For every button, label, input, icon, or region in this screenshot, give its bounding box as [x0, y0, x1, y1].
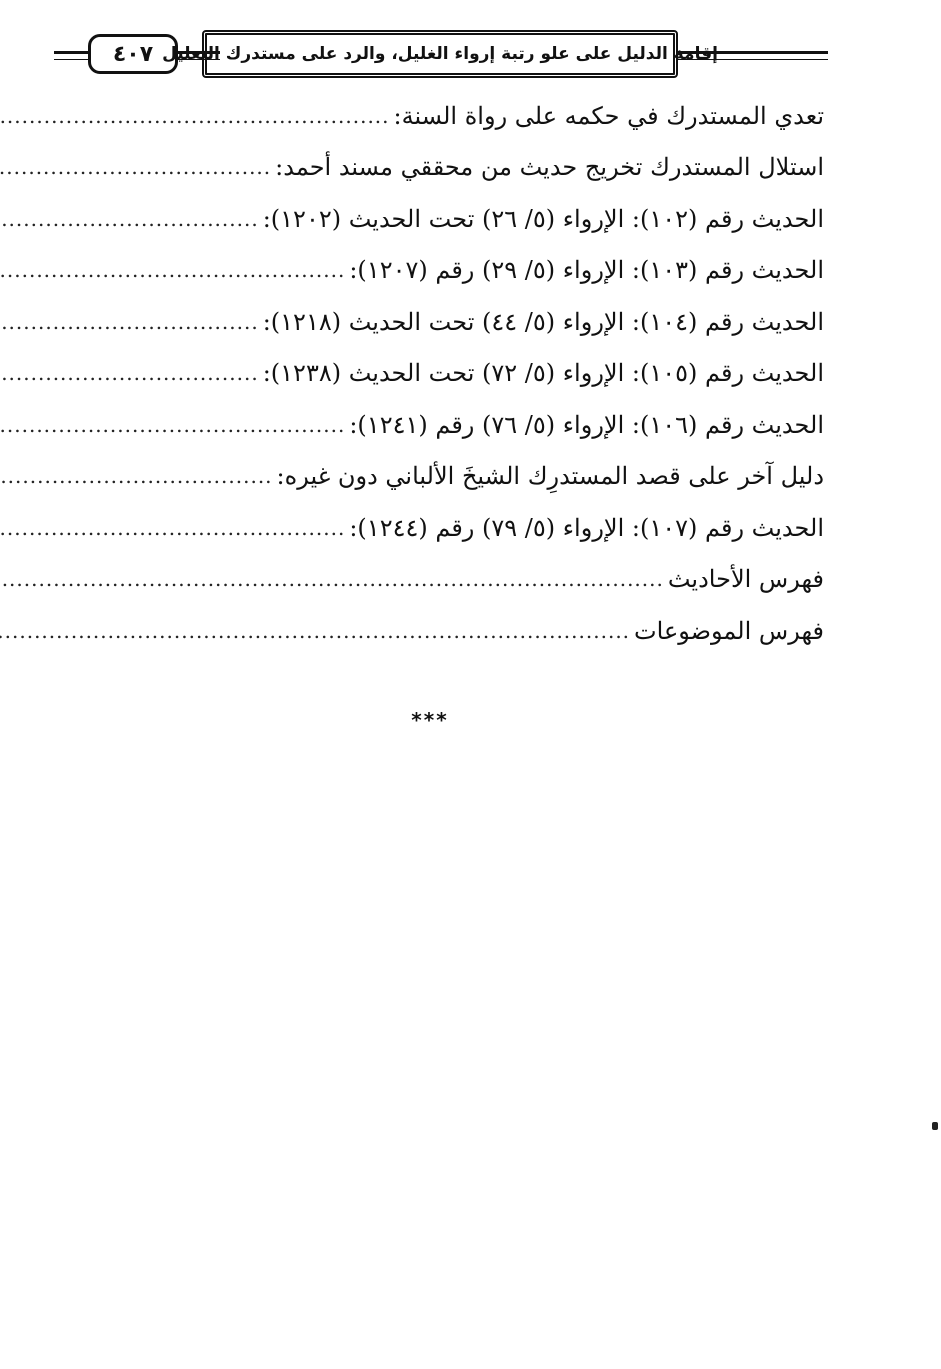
dot-leader: [0, 260, 345, 280]
toc-entry: [52, 451, 824, 503]
toc-entry: [52, 502, 824, 554]
table-of-contents: [52, 90, 824, 657]
toc-entry: [52, 554, 824, 606]
dot-leader: [0, 209, 259, 229]
toc-entry-label: استلال المستدرك تخريج حديث من محققي مسند أحمد:: [275, 153, 824, 182]
running-header: [42, 30, 828, 86]
toc-entry-label: الحديث رقم (١٠٧): الإرواء (٥/ ٧٩) رقم (١٢٤٤):: [349, 513, 824, 542]
toc-entry-label: فهرس الموضوعات: [634, 616, 824, 645]
toc-entry-label: الحديث رقم (١٠٣): الإرواء (٥/ ٢٩) رقم (١٢٠٧):: [349, 256, 824, 285]
header-rule-left: [54, 51, 90, 60]
dot-leader: [0, 569, 664, 589]
dot-leader: [0, 415, 345, 435]
end-mark: ***: [411, 708, 449, 732]
toc-entry: [52, 296, 824, 348]
toc-entry-label: الحديث رقم (١٠٥): الإرواء (٥/ ٧٢) تحت الحديث (١٢٣٨):: [262, 359, 824, 388]
toc-entry-label: دليل آخر على قصد المستدرِك الشيخَ الألباني دون غيره:: [276, 462, 824, 491]
running-title: إقامة الدليل على علو رتبة إرواء الغليل، والرد على مستدرك التعليل: [202, 30, 678, 78]
toc-entry: [52, 142, 824, 194]
toc-entry: [52, 193, 824, 245]
dot-leader: [0, 312, 259, 332]
toc-entry: [52, 245, 824, 297]
header-rule-right: [676, 51, 828, 60]
dot-leader: [0, 106, 390, 126]
toc-entry-label: الحديث رقم (١٠٦): الإرواء (٥/ ٧٦) رقم (١٢٤١):: [349, 410, 824, 439]
toc-entry-label: تعدي المستدرك في حكمه على رواة السنة:: [393, 101, 824, 130]
dot-leader: [0, 518, 345, 538]
toc-entry: [52, 90, 824, 142]
scan-speck: [932, 1122, 938, 1130]
dot-leader: [0, 621, 630, 641]
toc-entry-label: الحديث رقم (١٠٤): الإرواء (٥/ ٤٤) تحت الحديث (١٢١٨):: [262, 307, 824, 336]
dot-leader: [0, 363, 259, 383]
dot-leader: [0, 157, 271, 177]
toc-entry-label: فهرس الأحاديث: [667, 565, 824, 594]
toc-entry: [52, 605, 824, 657]
toc-entry: [52, 399, 824, 451]
dot-leader: [0, 466, 273, 486]
toc-entry: [52, 348, 824, 400]
page-number: ٤٠٧: [88, 34, 178, 74]
toc-entry-label: الحديث رقم (١٠٢): الإرواء (٥/ ٢٦) تحت الحديث (١٢٠٢):: [262, 204, 824, 233]
